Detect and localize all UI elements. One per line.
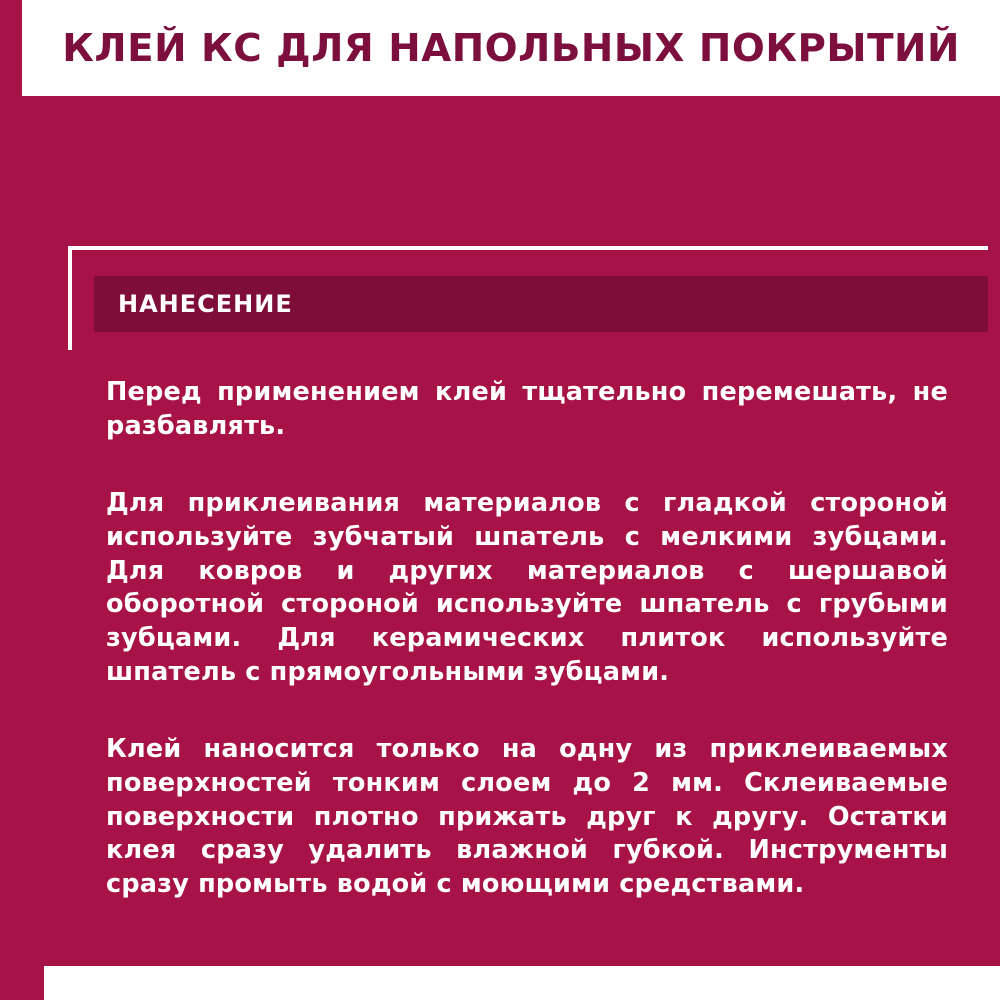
frame-left-rule — [68, 246, 72, 350]
poster-body — [22, 96, 1000, 1000]
page-title: КЛЕЙ КС ДЛЯ НАПОЛЬНЫХ ПОКРЫТИЙ — [62, 26, 960, 70]
section-frame — [68, 246, 988, 350]
section-title: НАНЕСЕНИЕ — [118, 290, 293, 318]
left-accent-bar — [0, 0, 22, 1000]
frame-top-rule — [68, 246, 988, 250]
paragraph-1: Перед применением клей тщательно перемешать, не разбавлять. — [106, 377, 948, 441]
paragraph-3: Клей наносится только на одну из приклеиваемых поверхностей тонким слоем до 2 мм. Склеиваемые поверхности плотно прижать друг к другу. Остатки клея сразу удалить влажной губкой. Инструменты сразу промыть водой с моющими средствами. — [106, 734, 948, 899]
poster-header — [22, 0, 1000, 96]
bottom-white-strip — [44, 966, 1000, 1000]
section-header-bar — [94, 276, 988, 332]
instructions-text-block — [106, 376, 948, 902]
paragraph-2: Для приклеивания материалов с гладкой стороной используйте зубчатый шпатель с мелкими зубцами. Для ковров и других материалов с шершавой оборотной стороной используйте шпатель с грубыми зубцами. Для керамических плиток используйте шпатель с прямоугольными зубцами. — [106, 488, 948, 687]
